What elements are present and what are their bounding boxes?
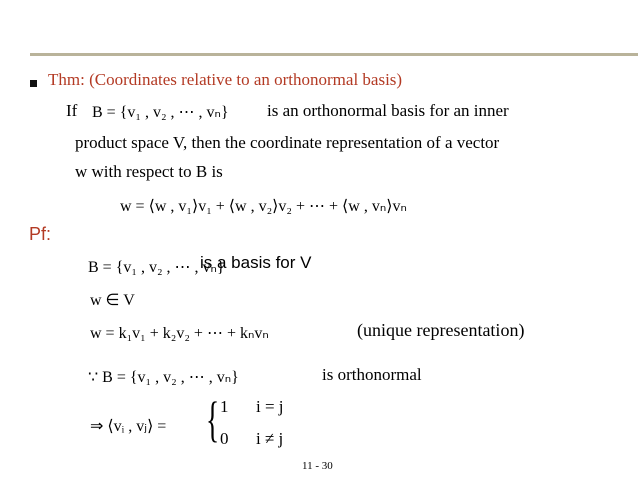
theorem-heading: Thm: (Coordinates relative to an orthonormal basis) bbox=[48, 70, 403, 89]
case-2-condition: i ≠ j bbox=[256, 429, 284, 448]
proof-label: Pf: bbox=[29, 224, 52, 244]
page-number: 11 - 30 bbox=[302, 460, 333, 472]
theorem-line-1-tail: is an orthonormal basis for an inner bbox=[267, 101, 509, 120]
proof-basis-text: is a basis for V bbox=[200, 253, 312, 272]
if-word: If bbox=[66, 101, 78, 120]
case-1-value: 1 bbox=[220, 397, 229, 416]
proof-w-in-v: w ∈ V bbox=[90, 292, 135, 309]
bullet-square-icon bbox=[30, 80, 37, 87]
case-2-value: 0 bbox=[220, 429, 229, 448]
coordinate-formula: w = ⟨w , v₁⟩v₁ + ⟨w , v₂⟩v₂ + ⋯ + ⟨w , vₙ⟩vₙ bbox=[120, 198, 407, 215]
proof-orthonormal-set: ∵ B = {v₁ , v₂ , ⋯ , vₙ} bbox=[88, 369, 239, 386]
basis-set: B = {v₁ , v₂ , ⋯ , vₙ} bbox=[92, 104, 229, 121]
theorem-line-2: product space V, then the coordinate representation of a vector bbox=[75, 133, 500, 152]
title-divider bbox=[30, 53, 638, 56]
proof-unique-note: (unique representation) bbox=[357, 320, 525, 340]
proof-inner-product-lhs: ⇒ ⟨vᵢ , vⱼ⟩ = bbox=[90, 418, 167, 435]
proof-basis-set: B = {v₁ , v₂ , ⋯ , vₙ} bbox=[88, 259, 225, 276]
case-1-condition: i = j bbox=[256, 397, 284, 416]
proof-linear-combination: w = k₁v₁ + k₂v₂ + ⋯ + kₙvₙ bbox=[90, 325, 269, 342]
theorem-line-3: w with respect to B is bbox=[75, 162, 223, 181]
proof-orthonormal-note: is orthonormal bbox=[322, 365, 422, 384]
cases-brace: { bbox=[206, 391, 220, 447]
